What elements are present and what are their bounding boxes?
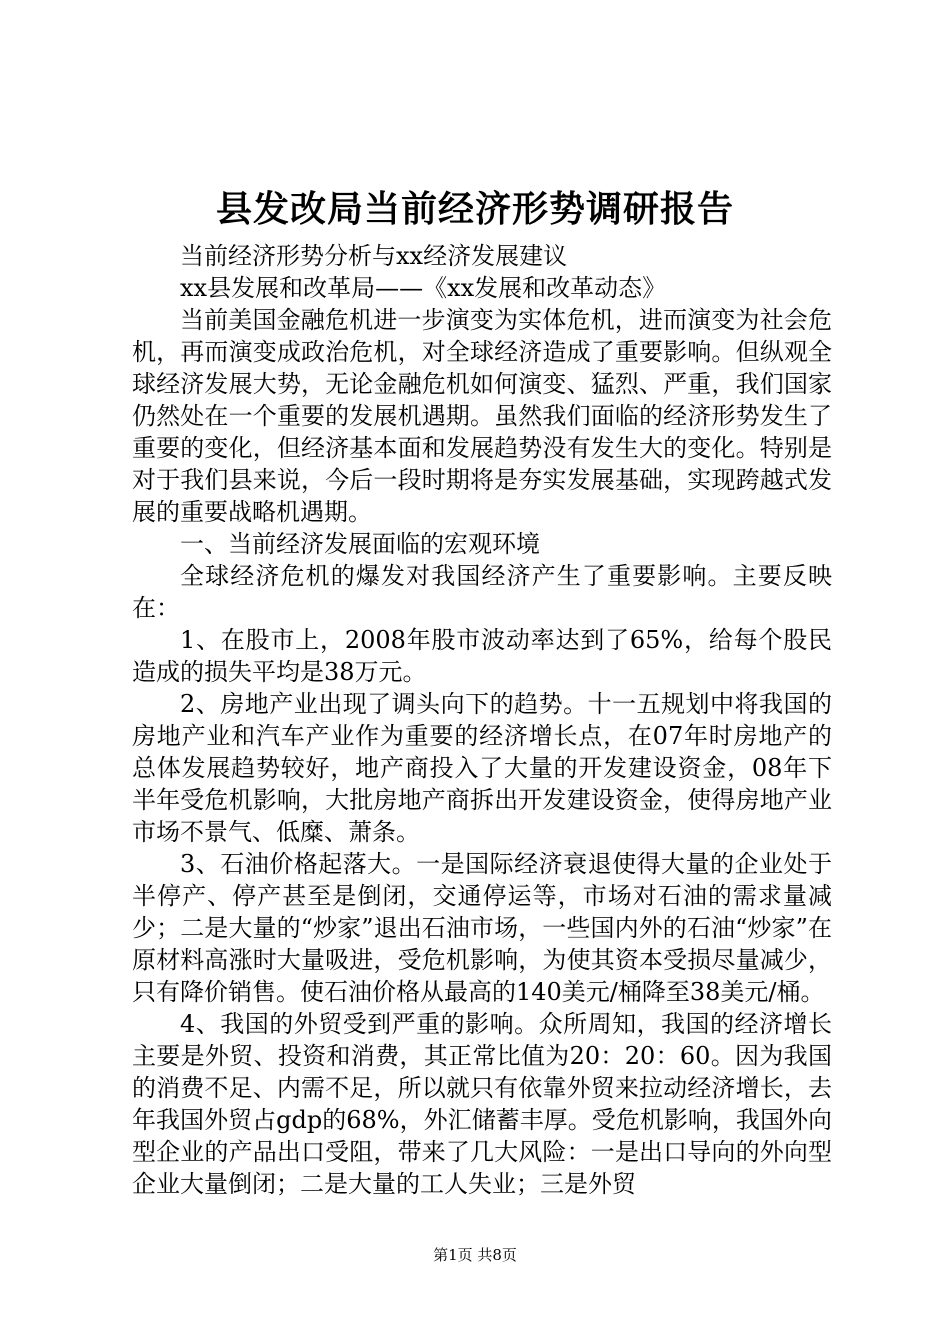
list-item-foreign-trade: 4、我国的外贸受到严重的影响。众所周知，我国的经济增长主要是外贸、投资和消费，其正常比值为20：20：60。因为我国的消费不足、内需不足，所以就只有依靠外贸来拉动经济增长，去年我国外贸占gdp的68%，外汇储蓄丰厚。受危机影响，我国外向型企业的产品出口受阻，带来了几大风险：一是出口导向的外向型企业大量倒闭；二是大量的工人失业；三是外贸 bbox=[132, 1010, 832, 1198]
subtitle-paragraph: 当前经济形势分析与xx经济发展建议 bbox=[180, 242, 568, 270]
body-paragraph: 全球经济危机的爆发对我国经济产生了重要影响。主要反映在： bbox=[132, 562, 832, 622]
source-paragraph: xx县发展和改革局——《xx发展和改革动态》 bbox=[180, 274, 667, 302]
document-body bbox=[132, 240, 832, 1200]
list-item-oil-price: 3、石油价格起落大。一是国际经济衰退使得大量的企业处于半停产、停产甚至是倒闭，交通停运等，市场对石油的需求量减少；二是大量的“炒家”退出石油市场，一些国内外的石油“炒家”在原材料高涨时大量吸进，受危机影响，为使其资本受损尽量减少，只有降价销售。使石油价格从最高的140美元/桶降至38美元/桶。 bbox=[132, 850, 832, 1006]
list-item-stock-market: 1、在股市上，2008年股市波动率达到了65%，给每个股民造成的损失平均是38万元。 bbox=[132, 626, 832, 686]
page-number: 第1页 共8页 bbox=[433, 1246, 517, 1264]
list-item-real-estate: 2、房地产业出现了调头向下的趋势。十一五规划中将我国的房地产业和汽车产业作为重要的经济增长点，在07年时房地产的总体发展趋势较好，地产商投入了大量的开发建设资金，08年下半年受危机影响，大批房地产商拆出开发建设资金，使得房地产业市场不景气、低糜、萧条。 bbox=[132, 690, 832, 846]
document-title: 县发改局当前经济形势调研报告 bbox=[215, 188, 734, 230]
section-heading: 一、当前经济发展面临的宏观环境 bbox=[180, 530, 540, 558]
intro-paragraph: 当前美国金融危机进一步演变为实体危机，进而演变为社会危机，再而演变成政治危机，对全球经济造成了重要影响。但纵观全球经济发展大势，无论金融危机如何演变、猛烈、严重，我们国家仍然处在一个重要的发展机遇期。虽然我们面临的经济形势发生了重要的变化，但经济基本面和发展趋势没有发生大的变化。特别是对于我们县来说，今后一段时期将是夯实发展基础，实现跨越式发展的重要战略机遇期。 bbox=[132, 306, 832, 526]
